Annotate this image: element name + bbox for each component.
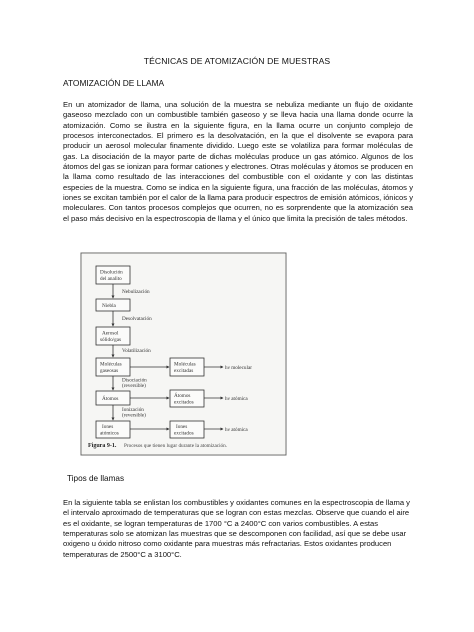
box-label: excitados (174, 399, 194, 406)
box-label: Niebla (102, 303, 116, 309)
box-label: atómicos (100, 430, 119, 437)
process-label-ionization: Ionización (122, 407, 144, 413)
box-label: Moléculas (100, 361, 122, 368)
figure-caption-text: Procesos que tienen lugar durante la atomización. (124, 443, 227, 449)
box-label: Iones (176, 424, 188, 430)
box-label: excitados (174, 430, 194, 437)
body-paragraph-1: En un atomizador de llama, una solución de la muestra se nebuliza mediante un flujo de oxidante gaseoso mezclado con un combustible también gaseoso y se lleva hacia una llama donde ocurre la atomización. Como se ilustra en la siguiente figura, en la llama ocurre un conjunto complejo de procesos interconectados. El primero es la desolvatación, en la que el disolvente se evapora para producir un aerosol molecular finamente dividido. Luego este se volatiliza para formar moléculas de gas. La disociación de la mayor parte de dichas moléculas produce un gas atómico. Algunos de los átomos del gas se ionizan para formar cationes y electrones. Otras moléculas y átomos se producen en la llama como resultado de las interacciones del combustible con el oxidante y con las distintas especies de la muestra. Como se indica en la siguiente figura, una fracción de las moléculas, átomos y iones se excitan también por el calor de la llama para producir espectros de emisión atómicos, iónicos y moleculares. Con tantos procesos complejos que ocurren, no es sorprendente que la atomización sea el paso más decisivo en la espectroscopia de llama y el único que limita la precisión de tales métodos. (63, 100, 413, 223)
document-title: TÉCNICAS DE ATOMIZACIÓN DE MUESTRAS (143, 56, 331, 66)
box-excited-ions (170, 421, 204, 438)
process-label-volatilization: Volatilización (122, 348, 151, 354)
emission-label-molecular: hν molecular (225, 365, 252, 371)
process-label-dissociation-note: (reversible) (122, 383, 146, 389)
process-label-nebulization: Nebulización (122, 289, 150, 295)
box-label: gaseosas (100, 368, 119, 374)
box-spray (96, 299, 130, 311)
box-label: Iones (102, 424, 114, 430)
box-excited-molecules (170, 358, 204, 376)
box-label: Átomos (174, 393, 191, 399)
atomization-process-figure (80, 252, 287, 456)
section-heading: ATOMIZACIÓN DE LLAMA (63, 78, 165, 88)
box-excited-atoms (170, 390, 204, 407)
box-gas-molecules (96, 358, 130, 376)
process-label-dissociation: Disociación (122, 377, 147, 384)
emission-label-atomic: hν atómica (225, 396, 248, 402)
box-analyte-solution (96, 266, 130, 284)
box-label: Átomos (102, 396, 119, 402)
box-atoms (96, 391, 130, 405)
box-label: del analito (100, 276, 122, 282)
subheading-flame-types: Tipos de llamas (67, 474, 125, 483)
figure-caption-label: Figura 9-1. (88, 443, 117, 449)
process-label-ionization-note: (reversible) (122, 412, 146, 419)
box-label: excitadas (174, 368, 194, 374)
process-label-desolvation: Desolvatación (122, 316, 152, 322)
box-label: sólido/gas (100, 337, 122, 343)
box-aerosol (96, 327, 130, 345)
emission-label-ionic: hν atómica (225, 427, 248, 433)
body-paragraph-2: En la siguiente tabla se enlistan los combustibles y oxidantes comunes en la espectroscopia de llama y el intervalo aproximado de temperaturas que se logran con estas mezclas. Observe que cuando el aire es el oxidante, se logran temperaturas de 1700 °C a 2400°C con varios combustibles. A estas temperaturas solo se atomizan las muestras que se descomponen con facilidad, así que se debe usar oxigeno u óxido nitroso como oxidante para muestras más refractarias. Estos oxidantes producen temperaturas de 2500°C a 3100°C. (63, 498, 410, 559)
box-label: Disolución (100, 269, 123, 276)
box-label: Aerosol (102, 330, 119, 337)
box-label: Moléculas (174, 361, 196, 368)
box-atomic-ions (96, 421, 130, 438)
